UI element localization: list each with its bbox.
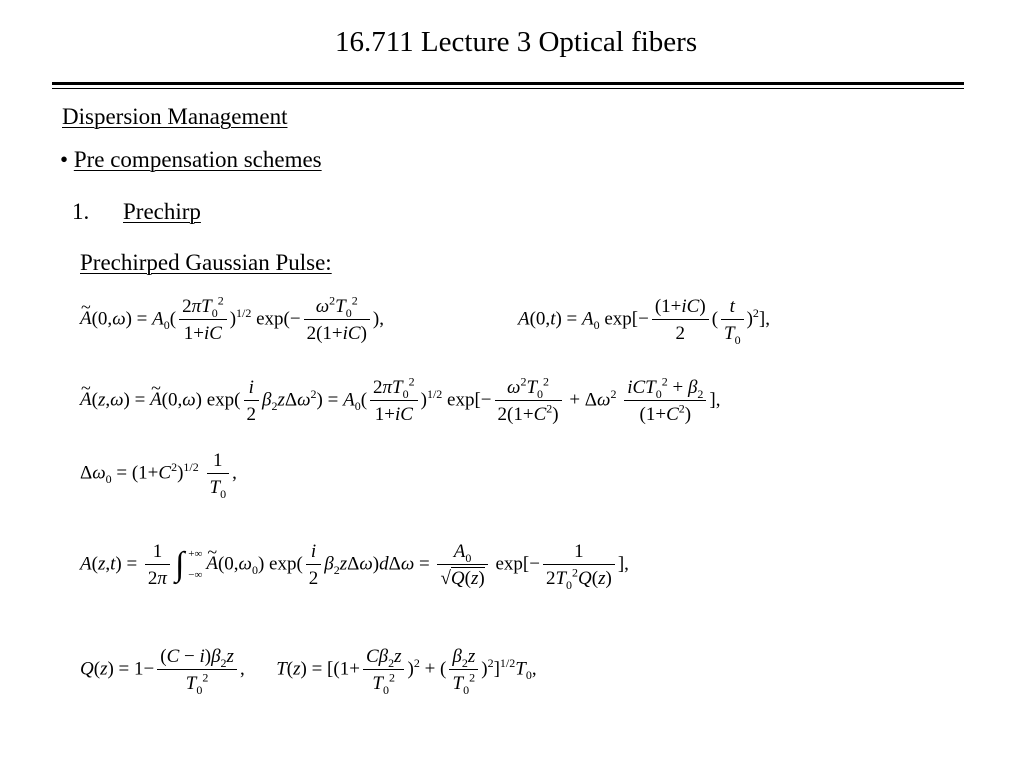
title-divider-thin <box>52 88 964 89</box>
equation-pulse-z: A(z,t) = $\frac{1}{2\pi}$ ∫ +∞ −∞~ $A(0,\omega_0)$ exp( $\frac{i}{2}$ $\beta_2z\Delta\omega)d\Delta\omega$ = $\frac{A_0}{√Q(z)}$ exp[− $\frac{1}{2T_0^2Q(z)}$ ], <box>80 542 629 588</box>
equation-spectrum-z0: ~ $A(0,\omega) = A_0$( $\frac{2\pi T_0^2}{1+iC}$ )$^{1/2}$ exp(− $\frac{\omega^2T_0^2}{2(1+iC)}$ ), <box>80 297 384 343</box>
bullet-symbol: • <box>60 147 69 172</box>
equation-spectrum-z: ~ A(z,ω) = ~ A(0,ω) exp( $\frac{i}{2}$ $\beta_2z\Delta\omega^2) = A_0$( $\frac{2\pi T_0^2}{1+iC}$ )$^{1/2}$ exp[− $\frac{\omega^2T_0^2}{2(1+C^2)}$ + $\Delta\omega^2$ $\frac{iCT_0^2 + \beta_2}{(1+C^2)}$ ], <box>80 378 720 424</box>
slide-title: 16.711 Lecture 3 Optical fibers <box>335 26 698 58</box>
section-heading: Dispersion Management <box>62 104 288 129</box>
equation-pulse-z0: $A(0,t) = A_0$ exp[− $\frac{(1+iC)}{2}$ ( $\frac{t}{T_0}$ )$^2$], <box>518 296 770 347</box>
equation-spectral-width: $\Delta\omega_0 = (1+C^2)^{1/2}$ $\frac{1}{T_0}$ , <box>80 450 237 501</box>
numbered-item <box>72 199 201 225</box>
subheading: Prechirped Gaussian Pulse: <box>80 250 332 275</box>
bullet-text: Pre compensation schemes <box>73 147 322 172</box>
bullet-line <box>60 147 322 173</box>
equation-q-and-t: Q(z) = 1− $\frac{(C - i)\beta_2z}{T_0^2}$ , T(z) = [(1+ $\frac{C\beta_2z}{T_0^2}$ )$^2$ + ( $\frac{\beta_2z}{T_0^2}$ )$^2]^{1/2}T_0$, <box>80 646 537 697</box>
item-number: 1. <box>72 199 90 224</box>
title-divider-thick <box>52 82 964 85</box>
item-text: Prechirp <box>123 199 201 224</box>
